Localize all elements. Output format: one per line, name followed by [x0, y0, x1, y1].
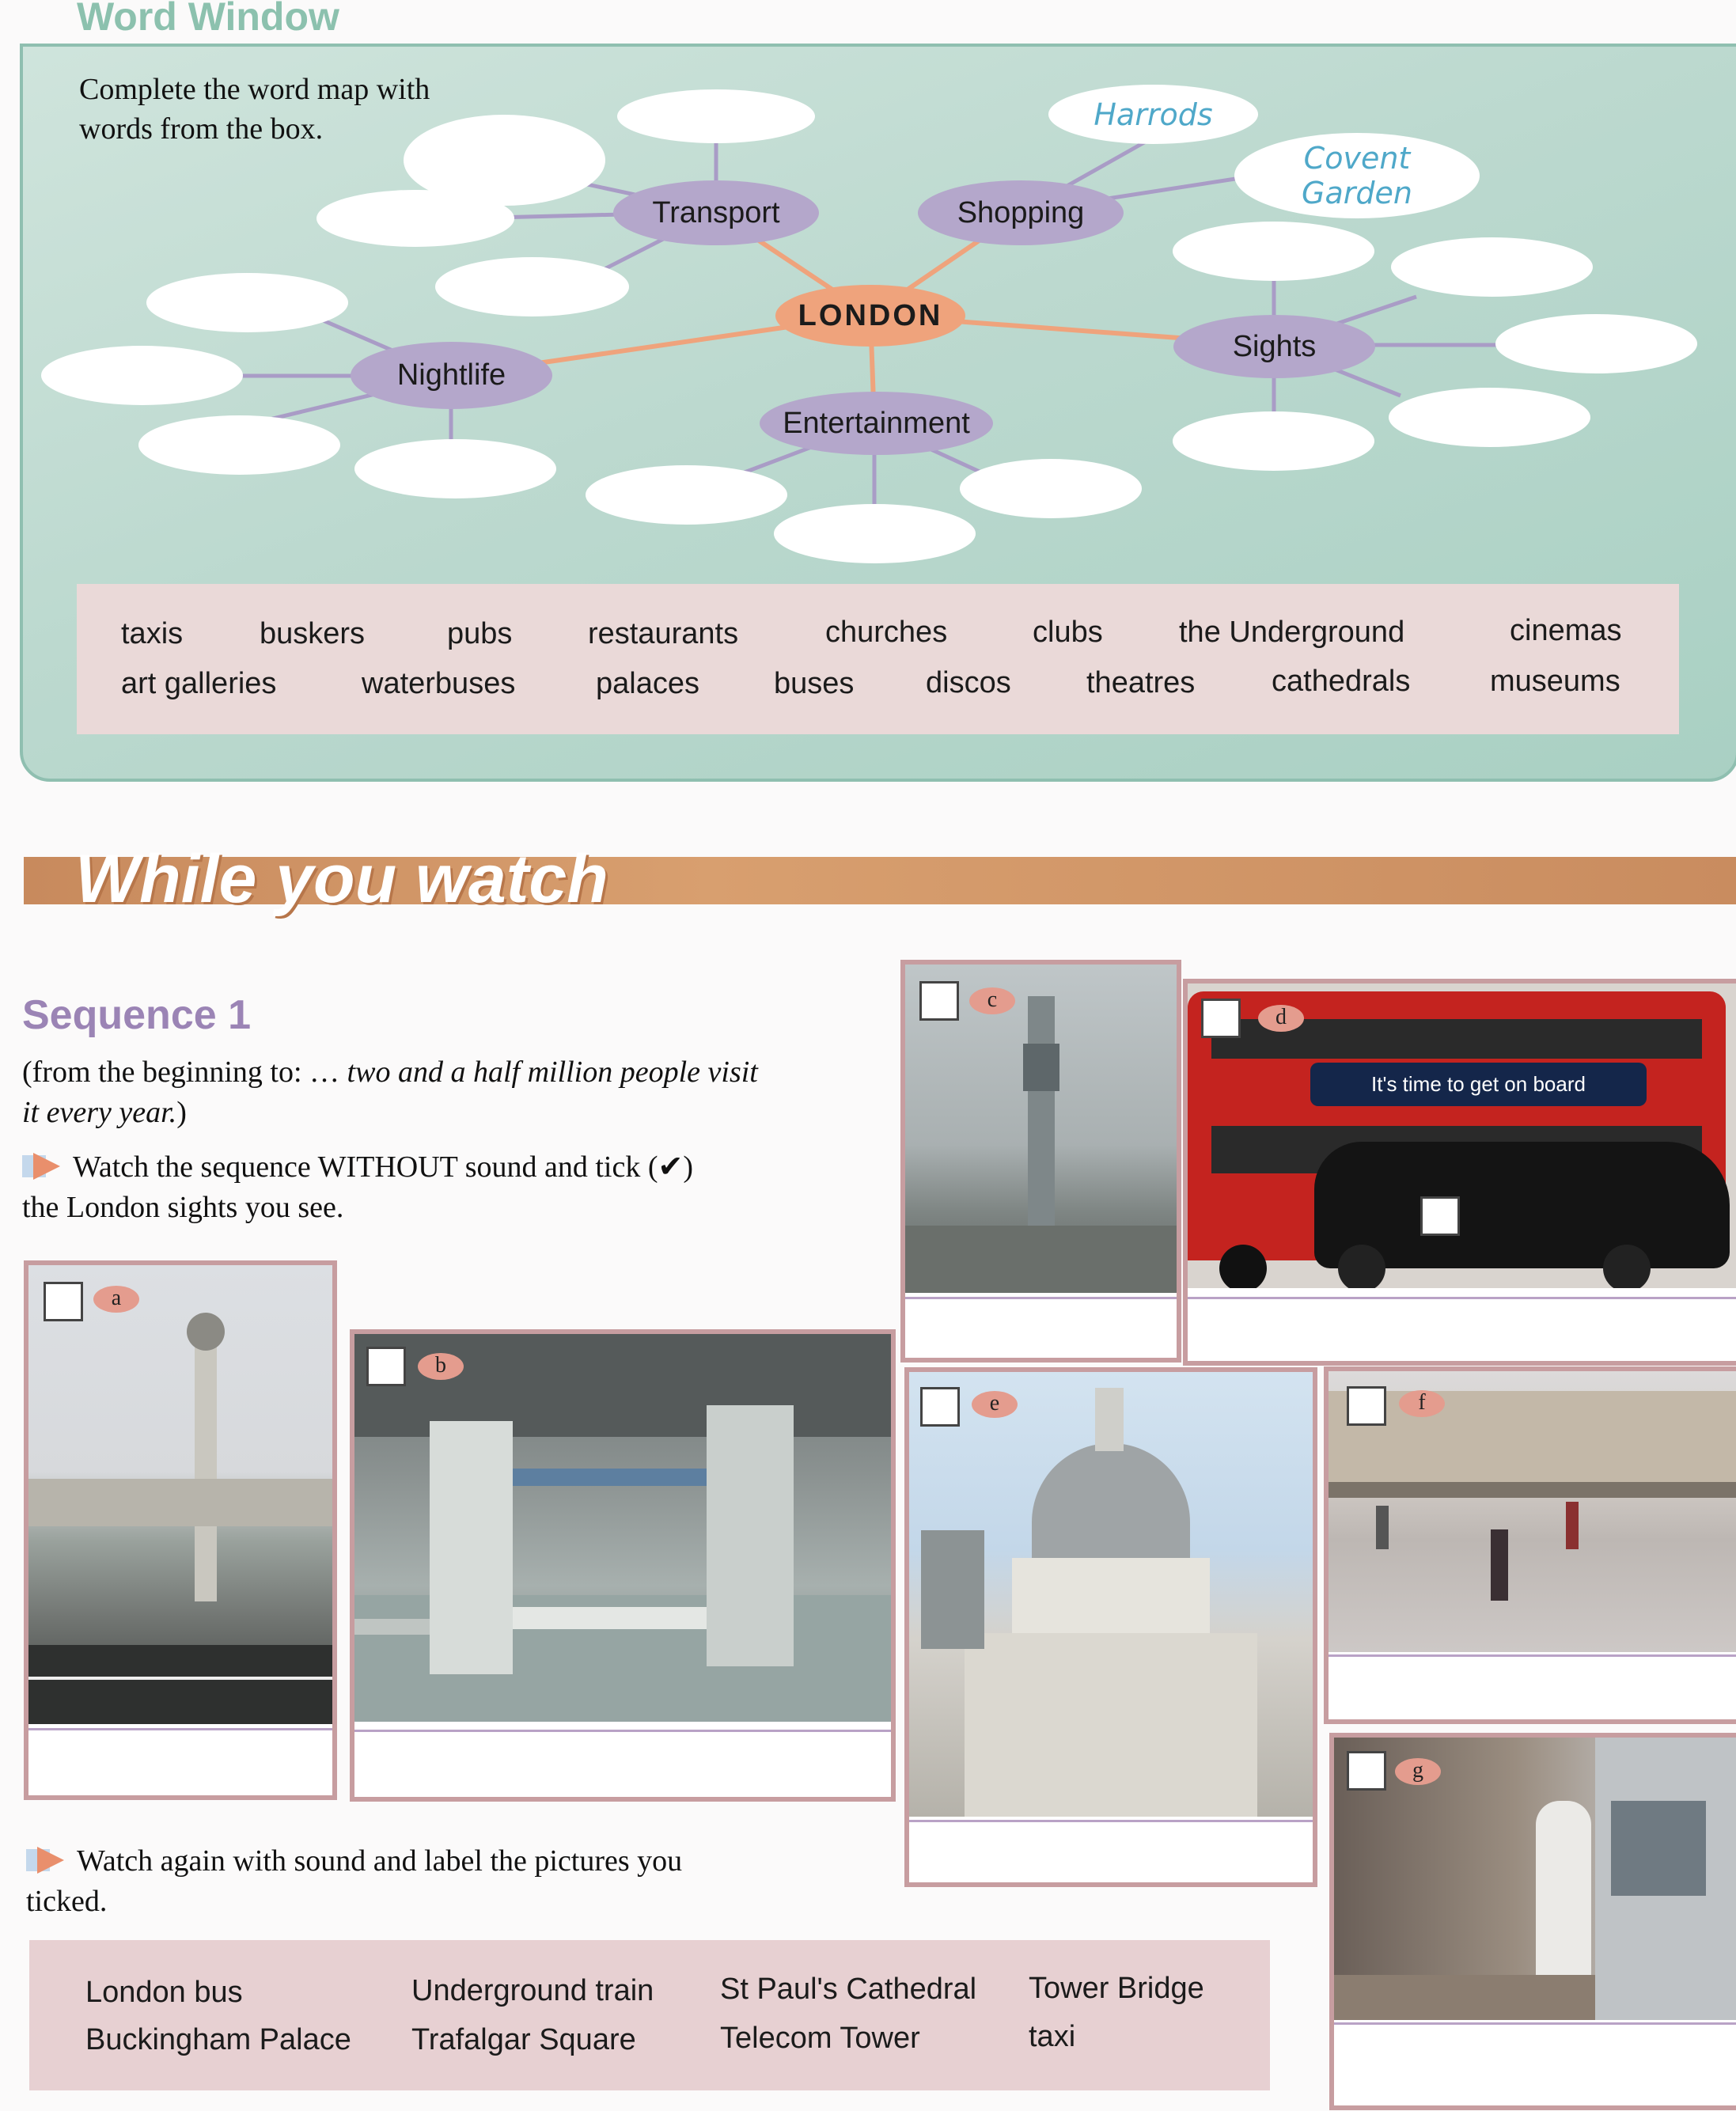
category-entertainment: Entertainment	[760, 392, 993, 455]
word-box-item: buskers	[260, 617, 366, 650]
photo-trafalgar-square	[28, 1265, 332, 1724]
photo-card-a	[24, 1260, 337, 1800]
photo-label-field[interactable]	[28, 1728, 332, 1795]
task-2-text: Watch again with sound and label the pictures you ticked.	[26, 1844, 683, 1918]
word-map-blank[interactable]	[354, 439, 556, 498]
task-watch-with-sound	[26, 1841, 738, 1922]
word-map-blank[interactable]	[1173, 222, 1374, 281]
tick-box-d[interactable]	[1201, 999, 1241, 1038]
label-option: Telecom Tower	[720, 2022, 920, 2055]
picture-label-box	[29, 1940, 1270, 2090]
photo-label-field[interactable]	[909, 1820, 1313, 1882]
bus-advert-text: It's time to get on board	[1371, 1072, 1586, 1096]
photo-letter-b: b	[418, 1353, 464, 1380]
word-box-item: clubs	[1033, 616, 1103, 649]
photo-label-field[interactable]	[1188, 1297, 1736, 1361]
word-box-item: waterbuses	[362, 667, 516, 700]
word-box-item: restaurants	[588, 617, 739, 650]
tick-box-f[interactable]	[1347, 1386, 1386, 1426]
photo-label-field[interactable]	[1329, 1654, 1736, 1719]
photo-label-field[interactable]	[905, 1297, 1177, 1358]
word-box-item: museums	[1490, 665, 1620, 698]
video-play-icon	[22, 1153, 63, 1180]
word-box	[77, 584, 1679, 734]
label-option: taxi	[1029, 2020, 1076, 2053]
tick-box-g[interactable]	[1347, 1751, 1386, 1791]
photo-label-field[interactable]	[1334, 2022, 1736, 2105]
photo-st-pauls-cathedral	[909, 1372, 1313, 1817]
tick-box-a[interactable]	[44, 1282, 83, 1321]
photo-card-e	[904, 1367, 1317, 1887]
photo-letter-c: c	[969, 987, 1015, 1014]
hub-london: LONDON	[775, 285, 965, 347]
label-option: Buckingham Palace	[85, 2023, 351, 2056]
label-option: Tower Bridge	[1029, 1972, 1204, 2005]
word-map-blank[interactable]	[138, 415, 340, 475]
word-map-blank[interactable]	[774, 504, 976, 563]
tick-box-c[interactable]	[919, 981, 959, 1021]
word-box-item: buses	[774, 667, 855, 700]
photo-letter-e: e	[972, 1391, 1018, 1418]
category-sights: Sights	[1173, 315, 1375, 378]
word-map-blank[interactable]	[1495, 314, 1697, 373]
photo-card-b	[350, 1329, 896, 1802]
photo-letter-g: g	[1395, 1758, 1441, 1785]
word-map-answer-covent-garden: Covent Garden	[1234, 133, 1480, 218]
word-map-blank[interactable]	[960, 459, 1142, 518]
word-box-item: art galleries	[121, 667, 277, 700]
sequence-range-quote: two and a half million people visit it every year.	[22, 1056, 758, 1129]
tick-box-e[interactable]	[920, 1387, 960, 1427]
category-shopping: Shopping	[918, 180, 1124, 245]
word-box-item: cinemas	[1510, 614, 1622, 647]
tick-box-d-taxi[interactable]	[1420, 1196, 1460, 1236]
word-map-instruction: Complete the word map with words from the box.	[79, 73, 430, 146]
photo-buckingham-palace	[1329, 1371, 1736, 1652]
photo-letter-f: f	[1399, 1390, 1445, 1417]
task-watch-without-sound	[22, 1147, 718, 1228]
label-option: Trafalgar Square	[411, 2023, 636, 2056]
word-box-item: pubs	[447, 617, 513, 650]
label-option: London bus	[85, 1976, 243, 2009]
photo-letter-d: d	[1258, 1005, 1304, 1032]
task-1-text: Watch the sequence WITHOUT sound and tick (✔) the London sights you see.	[22, 1150, 693, 1224]
sequence-range-suffix: )	[176, 1096, 187, 1129]
sequence-range	[22, 1052, 782, 1133]
word-map-answer-harrods: Harrods	[1048, 85, 1258, 144]
sequence-title: Sequence 1	[22, 992, 252, 1038]
word-box-item: theatres	[1086, 666, 1196, 699]
word-window-title: Word Window	[77, 0, 339, 39]
word-map-blank[interactable]	[41, 346, 243, 405]
photo-letter-a: a	[93, 1286, 139, 1313]
word-map-blank[interactable]	[435, 257, 629, 316]
tick-box-b[interactable]	[366, 1347, 406, 1386]
while-you-watch-title: While you watch	[75, 841, 608, 917]
photo-tower-bridge	[354, 1334, 891, 1722]
category-transport: Transport	[613, 180, 819, 245]
word-map-blank[interactable]	[1391, 237, 1593, 297]
bus-advert-banner	[1310, 1063, 1647, 1106]
label-option: St Paul's Cathedral	[720, 1973, 977, 2006]
word-map-blank[interactable]	[1173, 411, 1374, 471]
word-map-blank[interactable]	[1389, 388, 1590, 447]
word-map-blank[interactable]	[617, 89, 815, 143]
photo-card-d	[1183, 979, 1736, 1366]
label-option: Underground train	[411, 1974, 654, 2007]
word-map-blank[interactable]	[316, 190, 514, 247]
category-nightlife: Nightlife	[351, 342, 552, 409]
word-box-item: churches	[825, 616, 948, 649]
video-play-icon	[26, 1847, 67, 1874]
word-box-item: discos	[926, 666, 1011, 699]
word-box-item: taxis	[121, 617, 184, 650]
photo-underground-train	[1334, 1738, 1736, 2020]
word-box-item: the Underground	[1179, 616, 1405, 649]
photo-card-g	[1329, 1733, 1736, 2110]
word-box-item: cathedrals	[1272, 665, 1411, 698]
word-map-blank[interactable]	[146, 273, 348, 332]
sequence-range-prefix: (from the beginning to: …	[22, 1056, 347, 1089]
word-map-blank[interactable]	[586, 465, 787, 525]
word-box-item: palaces	[596, 667, 699, 700]
photo-label-field[interactable]	[354, 1730, 891, 1797]
